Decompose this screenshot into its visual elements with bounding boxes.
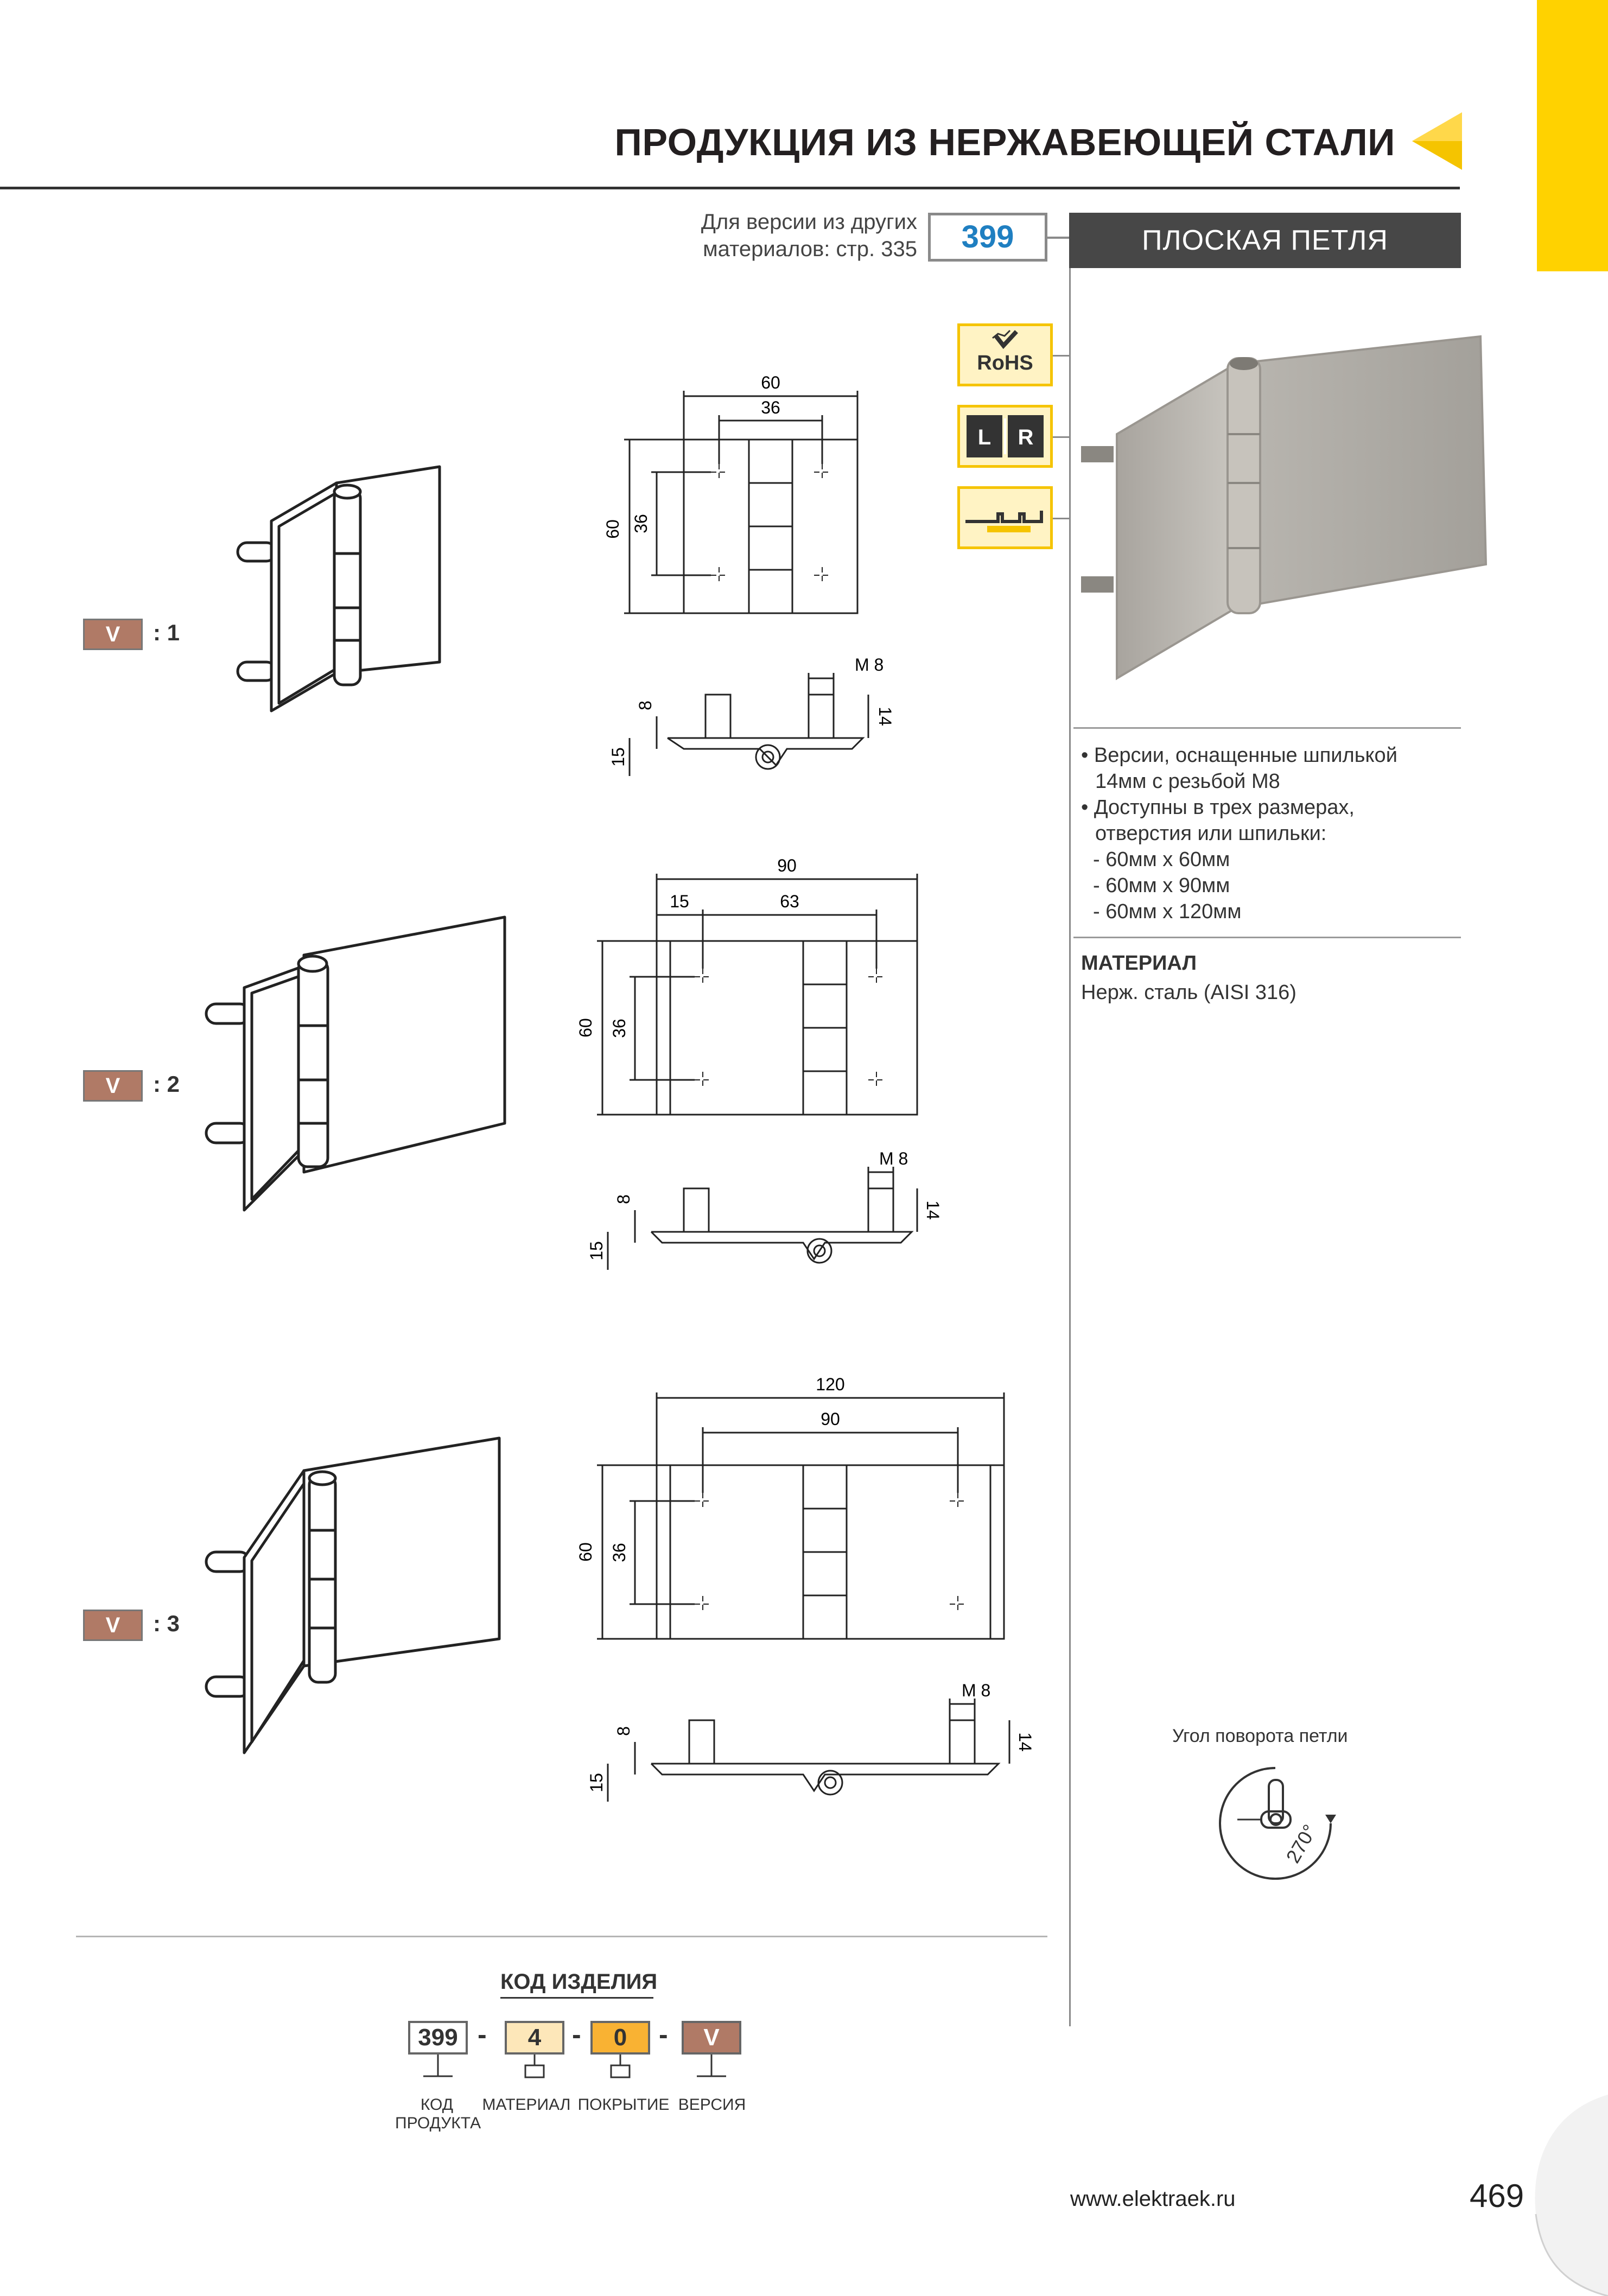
dim-width: 60 [761,373,780,392]
drawing-v3 [575,1373,1064,1823]
feature-item [1081,794,1450,847]
yellow-page-tab [1537,0,1608,271]
code-label-product [395,2096,479,2133]
rotation-label: Угол поворота петли [1172,1726,1348,1746]
version-number: : 3 [153,1611,180,1636]
dim-inner: 90 [821,1409,840,1429]
dim-thread: M 8 [879,1149,908,1168]
dim-width: 120 [816,1375,845,1394]
dim-stud-len: 14 [1015,1732,1035,1752]
flat-mount-icon [960,489,1050,546]
code-part-coating: 0 [590,2021,650,2055]
badge-r-label: R [1018,425,1034,449]
dim-stud-h: 8 [614,1194,633,1204]
code-label-version: ВЕРСИЯ [678,2096,746,2114]
product-name-header: ПЛОСКАЯ ПЕТЛЯ [1069,213,1461,268]
code-label-line: КОД [420,2096,454,2114]
left-right-icon [960,408,1050,465]
rotation-angle: 270° [1281,1821,1321,1867]
dim-total-h: 15 [587,1241,606,1261]
dim-height: 60 [576,1018,595,1038]
features-divider [1073,727,1461,729]
feature-line: • Версии, оснащенные шпилькой [1081,744,1397,767]
left-right-badge [957,405,1053,468]
product-code-divider [76,1936,1047,1937]
size-item: - 60мм x 90мм [1093,874,1230,897]
badge-connector [1053,436,1069,438]
feature-line: • Доступны в трех размерах, [1081,796,1355,819]
version-code-box: V [83,1070,143,1102]
badge-connector [1053,518,1069,519]
other-materials-line1: Для версии из других [701,210,917,234]
code-dash: - [659,2019,668,2050]
code-leaders [402,2055,749,2093]
material-heading: МАТЕРИАЛ [1081,952,1197,975]
code-label-coating: ПОКРЫТИЕ [577,2096,670,2114]
badge-l-label: L [977,425,992,449]
dim-stud-len: 14 [875,707,895,726]
material-text: Нерж. сталь (AISI 316) [1081,981,1296,1004]
other-materials-note [592,208,917,263]
dim-height: 60 [576,1542,595,1562]
code-dash: - [572,2019,581,2050]
code-dash: - [478,2019,487,2050]
version-number: : 1 [153,620,180,645]
size-item: - 60мм x 120мм [1093,900,1242,923]
hinge-isometric-v1 [228,467,456,749]
rohs-badge [957,323,1053,386]
dim-inner: 63 [780,892,799,911]
website-link[interactable]: www.elektraek.ru [1070,2187,1236,2211]
other-materials-line2: материалов: стр. 335 [703,237,917,261]
feature-line: отверстия или шпильки: [1095,822,1327,845]
features-list [1081,742,1450,925]
dim-height: 60 [603,519,622,539]
dim-thread: M 8 [855,655,884,675]
badge-connector [1053,355,1069,357]
dim-stud-h: 8 [614,1726,633,1736]
size-item: - 60мм x 60мм [1093,848,1230,871]
dim-height-inner: 36 [609,1543,629,1562]
dim-inner: 36 [761,398,780,417]
version-code-box: V [83,619,143,650]
product-code-title: КОД ИЗДЕЛИЯ [500,1970,658,1994]
title-arrow-icon [1410,111,1464,171]
code-part-material: 4 [505,2021,564,2055]
drawing-v1 [597,358,901,781]
sidebar-divider [1069,268,1071,2026]
page-number: 469 [1470,2178,1524,2214]
dim-height-inner: 36 [631,514,651,533]
dim-stud-len: 14 [923,1200,943,1220]
rotation-angle-diagram [1205,1753,1346,1894]
dim-total-h: 15 [587,1773,606,1792]
rohs-label: RoHS [977,352,1033,374]
code-part-version: V [682,2021,741,2055]
code-label-line: ПРОДУКТА [395,2114,481,2132]
code-label-material: МАТЕРИАЛ [482,2096,571,2114]
version-number: : 2 [153,1071,180,1097]
version-code-box: V [83,1610,143,1641]
dim-stud-h: 8 [635,701,655,710]
code-connector [1047,237,1069,239]
material-divider [1073,937,1461,938]
page-title: ПРОДУКЦИЯ ИЗ НЕРЖАВЕЮЩЕЙ СТАЛИ [614,121,1395,163]
dim-total-h: 15 [608,747,628,767]
dim-height-inner: 36 [609,1019,629,1038]
product-code-underline [500,1997,653,1999]
drawing-v2 [575,847,943,1281]
dim-width: 90 [777,856,797,875]
hinge-isometric-v2 [195,906,521,1221]
header-divider [0,187,1460,189]
feature-item [1081,742,1450,794]
feature-line: 14мм с резьбой M8 [1095,770,1280,793]
rohs-icon [960,326,1050,384]
code-part-product: 399 [408,2021,468,2055]
dim-left: 15 [670,892,689,911]
dim-thread: M 8 [962,1681,991,1700]
product-photo [1073,304,1497,695]
mount-badge [957,486,1053,549]
product-code-box: 399 [928,213,1047,262]
hinge-isometric-v3 [195,1422,510,1758]
